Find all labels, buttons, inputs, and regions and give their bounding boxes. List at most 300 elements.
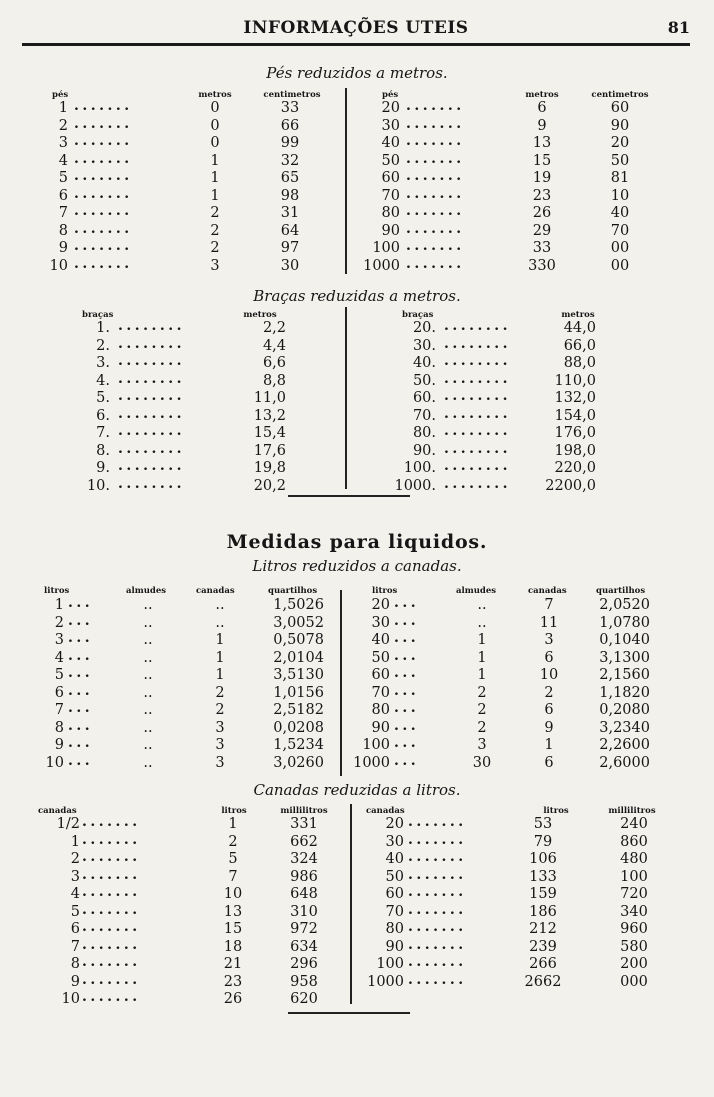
bracas-left-cell: 15,4 — [253, 425, 286, 441]
canadas-table — [0, 804, 714, 1016]
canadas-right-cell: 186 — [529, 903, 557, 920]
pes-left-cell: 0 — [210, 135, 220, 151]
leader-dots: ....... — [406, 98, 465, 114]
section-rule — [288, 1012, 410, 1014]
pes-left-cell: 2 — [210, 240, 220, 256]
litros-right-cell: 2 — [477, 702, 487, 718]
pes-right-cell: 29 — [532, 222, 552, 239]
litros-left-cell: .. — [143, 649, 153, 666]
pes-left-cell: 99 — [280, 135, 300, 151]
pes-header-3: pés — [382, 90, 399, 100]
litros-left-cell: .. — [143, 614, 153, 631]
pes-left-cell: 1 — [210, 187, 220, 204]
litros-right-cell: 10 — [539, 667, 559, 683]
bracas-right-cell: 198,0 — [554, 442, 596, 459]
litros-left-cell: .. — [215, 614, 225, 631]
litros-right-cell: 1 — [544, 737, 554, 753]
bracas-left-cell: 3. — [96, 355, 110, 371]
litros-left-cell: .. — [143, 684, 153, 701]
bracas-right-cell: 154,0 — [554, 407, 596, 424]
litros-left-cell: 1,0156 — [273, 684, 324, 701]
litros-left-cell: 3 — [54, 632, 64, 648]
litros-header-2: canadas — [196, 586, 235, 596]
pes-left-cell: 64 — [280, 222, 300, 239]
page-number: 81 — [667, 18, 690, 37]
leader-dots: ... — [68, 665, 94, 681]
leader-dots: ... — [68, 595, 94, 611]
bracas-left-cell: 7. — [96, 425, 110, 441]
pes-left-cell: 66 — [280, 117, 300, 134]
leader-dots: ........ — [444, 458, 511, 474]
pes-left-cell: 0 — [210, 100, 220, 116]
pes-right-cell: 40 — [381, 135, 400, 151]
pes-right-cell: 60 — [610, 100, 630, 116]
canadas-right-cell: 20 — [385, 816, 404, 832]
bracas-right-cell: 70. — [412, 407, 436, 424]
canadas-left-cell: 15 — [223, 921, 243, 937]
litros-header-1: almudes — [126, 586, 167, 596]
pes-right-cell: 23 — [532, 187, 552, 204]
leader-dots: ... — [394, 682, 420, 699]
pes-right-cell: 70 — [610, 222, 630, 239]
canadas-right-cell: 720 — [620, 886, 648, 902]
pes-left-cell: 1 — [210, 170, 220, 186]
leader-dots: ....... — [74, 255, 133, 272]
pes-left-cell: 2 — [210, 222, 220, 239]
litros-left-cell: 2 — [215, 684, 225, 701]
litros-right-cell: 6 — [544, 649, 554, 666]
litros-left-cell: 3,5130 — [273, 667, 324, 683]
litros-header-4: litros — [372, 586, 398, 596]
canadas-right-cell: 960 — [620, 921, 648, 937]
leader-dots: ........ — [444, 440, 511, 457]
litros-right-cell: 2,1560 — [599, 667, 650, 683]
leader-dots: ....... — [406, 150, 465, 167]
litros-left-cell: 3 — [215, 737, 225, 753]
leader-dots: ....... — [408, 954, 467, 970]
leader-dots: ... — [68, 647, 94, 664]
pes-right-cell: 6 — [537, 100, 547, 116]
canadas-right-cell: 70 — [385, 903, 404, 920]
pes-right-cell: 80 — [381, 205, 400, 221]
pes-left-cell: 2 — [58, 117, 68, 134]
leader-dots: ....... — [74, 168, 133, 184]
canadas-right-cell: 240 — [620, 816, 648, 832]
bracas-left-cell: 4. — [96, 372, 110, 389]
leader-dots: ... — [68, 717, 94, 734]
bracas-header-0: braças — [82, 310, 114, 320]
litros-left-cell: 1,5234 — [273, 737, 324, 753]
litros-left-cell: .. — [215, 597, 225, 613]
litros-right-cell: 6 — [544, 754, 554, 771]
leader-dots: ....... — [408, 936, 467, 953]
canadas-right-cell: 30 — [385, 833, 404, 850]
bracas-left-cell: 4,4 — [262, 337, 286, 354]
leader-dots: ... — [68, 630, 94, 646]
litros-left-cell: .. — [143, 702, 153, 718]
canadas-left-cell: 9 — [70, 973, 80, 990]
pes-header-1: metros — [198, 90, 232, 100]
canadas-header-0: canadas — [38, 806, 77, 816]
litros-left-cell: 3,0052 — [273, 614, 324, 631]
leader-dots: ........ — [118, 370, 185, 387]
leader-dots: ....... — [74, 150, 133, 167]
leader-dots: ... — [394, 595, 420, 611]
leader-dots: ....... — [82, 866, 141, 883]
canadas-right-cell: 340 — [620, 903, 648, 920]
leader-dots: ....... — [406, 185, 465, 202]
leader-dots: ........ — [118, 440, 185, 457]
leader-dots: ........ — [444, 423, 511, 439]
litros-left-cell: 3,0260 — [273, 754, 324, 771]
litros-left-cell: .. — [143, 632, 153, 648]
pes-right-cell: 19 — [532, 170, 552, 186]
canadas-right-cell: 480 — [620, 851, 648, 867]
leader-dots: ........ — [444, 475, 511, 492]
pes-left-cell: 1 — [58, 100, 68, 116]
litros-right-cell: 30 — [472, 754, 492, 771]
litros-right-cell: 3 — [477, 737, 487, 753]
canadas-left-cell: 7 — [228, 868, 238, 885]
litros-left-cell: 4 — [54, 649, 64, 666]
leader-dots: ....... — [74, 203, 133, 219]
litros-right-cell: 1 — [477, 667, 487, 683]
pes-left-cell: 5 — [58, 170, 68, 186]
litros-right-cell: 1000 — [353, 754, 390, 771]
leader-dots: ... — [394, 717, 420, 734]
leader-dots: ... — [68, 735, 94, 751]
leader-dots: ....... — [406, 133, 465, 149]
litros-right-cell: 3,2340 — [599, 719, 650, 736]
pes-right-cell: 90 — [381, 222, 400, 239]
leader-dots: ....... — [406, 203, 465, 219]
leader-dots: ........ — [444, 318, 511, 334]
canadas-left-cell: 10 — [223, 886, 243, 902]
litros-header-6: canadas — [528, 586, 567, 596]
canadas-left-cell: 4 — [70, 886, 80, 902]
canadas-left-cell: 2 — [70, 851, 80, 867]
bracas-left-cell: 11,0 — [253, 390, 286, 406]
canadas-left-cell: 331 — [290, 816, 318, 832]
pes-right-cell: 33 — [532, 240, 552, 256]
canadas-left-cell: 324 — [290, 851, 318, 867]
bracas-left-cell: 13,2 — [253, 407, 286, 424]
leader-dots: ... — [394, 665, 420, 681]
leader-dots: ........ — [444, 335, 511, 352]
pes-left-cell: 31 — [280, 205, 300, 221]
leader-dots: ....... — [82, 989, 141, 1005]
column-divider — [350, 804, 352, 1004]
bracas-right-cell: 100. — [403, 460, 436, 476]
leader-dots: ........ — [444, 353, 511, 369]
litros-right-cell: 40 — [371, 632, 390, 648]
canadas-left-cell: 958 — [290, 973, 318, 990]
leader-dots: ... — [394, 630, 420, 646]
pes-header-4: metros — [525, 90, 559, 100]
pes-right-cell: 30 — [381, 117, 400, 134]
leader-dots: ....... — [82, 901, 141, 918]
pes-left-cell: 65 — [280, 170, 300, 186]
leader-dots: ... — [68, 612, 94, 629]
leader-dots: ....... — [408, 884, 467, 900]
bracas-right-cell: 88,0 — [563, 355, 596, 371]
leader-dots: ....... — [408, 919, 467, 935]
leader-dots: ....... — [82, 849, 141, 865]
canadas-left-cell: 620 — [290, 991, 318, 1007]
leader-dots: ....... — [408, 971, 467, 988]
litros-right-cell: 3,1300 — [599, 649, 650, 666]
canadas-left-cell: 7 — [70, 938, 80, 955]
litros-header-7: quartilhos — [596, 586, 646, 596]
litros-right-cell: 20 — [371, 597, 390, 613]
canadas-right-cell: 40 — [385, 851, 404, 867]
pes-left-cell: 3 — [58, 135, 68, 151]
pes-right-cell: 90 — [610, 117, 630, 134]
litros-right-cell: 1 — [477, 649, 487, 666]
pes-left-cell: 9 — [58, 240, 68, 256]
bracas-table — [0, 307, 714, 499]
canadas-left-cell: 648 — [290, 886, 318, 902]
canadas-left-cell: 986 — [290, 868, 318, 885]
canadas-left-cell: 2 — [228, 833, 238, 850]
section-rule — [288, 495, 410, 497]
leader-dots: ........ — [444, 405, 511, 422]
litros-left-cell: 2 — [54, 614, 64, 631]
litros-right-cell: 2,0520 — [599, 597, 650, 613]
leader-dots: ....... — [82, 954, 141, 970]
bracas-left-cell: 8. — [96, 442, 110, 459]
bracas-left-cell: 20,2 — [253, 477, 286, 494]
pes-left-cell: 3 — [210, 257, 220, 274]
canadas-right-cell: 1000 — [367, 973, 404, 990]
pes-left-cell: 4 — [58, 152, 68, 169]
bracas-right-cell: 220,0 — [554, 460, 596, 476]
column-divider — [345, 88, 347, 274]
litros-left-cell: 1 — [215, 632, 225, 648]
litros-left-cell: 1 — [54, 597, 64, 613]
header-rule — [22, 43, 690, 46]
canadas-right-cell: 90 — [385, 938, 404, 955]
litros-left-cell: .. — [143, 754, 153, 771]
litros-right-cell: 2 — [477, 684, 487, 701]
bracas-right-cell: 2200,0 — [545, 477, 596, 494]
canadas-right-cell: 212 — [529, 921, 557, 937]
litros-right-cell: 50 — [371, 649, 390, 666]
bracas-left-cell: 6,6 — [262, 355, 286, 371]
litros-left-cell: 2,5182 — [273, 702, 324, 718]
canadas-right-cell: 100 — [376, 956, 404, 972]
pes-right-cell: 81 — [610, 170, 630, 186]
pes-left-cell: 8 — [58, 222, 68, 239]
canadas-right-cell: 000 — [620, 973, 648, 990]
canadas-right-cell: 159 — [529, 886, 557, 902]
leader-dots: ....... — [82, 971, 141, 988]
leader-dots: ... — [394, 612, 420, 629]
pes-right-cell: 50 — [381, 152, 400, 169]
pes-right-cell: 00 — [610, 257, 630, 274]
pes-right-cell: 330 — [528, 257, 556, 274]
canadas-left-cell: 10 — [61, 991, 80, 1007]
leader-dots: ........ — [118, 353, 185, 369]
litros-left-cell: 8 — [54, 719, 64, 736]
canadas-header-2: millilitros — [280, 806, 328, 816]
bracas-left-cell: 10. — [86, 477, 110, 494]
leader-dots: ....... — [74, 238, 133, 254]
leader-dots: ....... — [74, 98, 133, 114]
leader-dots: ........ — [118, 388, 185, 404]
bracas-header-3: metros — [561, 310, 595, 320]
litros-left-cell: 1 — [215, 649, 225, 666]
pes-right-cell: 15 — [532, 152, 552, 169]
litros-left-cell: .. — [143, 719, 153, 736]
pes-right-cell: 70 — [381, 187, 400, 204]
litros-left-cell: 1,5026 — [273, 597, 324, 613]
leader-dots: ....... — [406, 255, 465, 272]
litros-right-cell: 0,2080 — [599, 702, 650, 718]
litros-left-cell: 3 — [215, 754, 225, 771]
pes-right-cell: 1000 — [363, 257, 400, 274]
leader-dots: ....... — [82, 884, 141, 900]
bracas-right-cell: 50. — [412, 372, 436, 389]
litros-right-cell: 0,1040 — [599, 632, 650, 648]
pes-left-cell: 97 — [280, 240, 300, 256]
pes-right-cell: 50 — [610, 152, 630, 169]
leader-dots: ....... — [406, 168, 465, 184]
leader-dots: ... — [68, 682, 94, 699]
pes-left-cell: 98 — [280, 187, 300, 204]
bracas-right-cell: 30. — [412, 337, 436, 354]
leader-dots: ........ — [118, 458, 185, 474]
canadas-right-cell: 79 — [533, 833, 553, 850]
canadas-right-cell: 2662 — [524, 973, 562, 990]
litros-caption: Litros reduzidos a canadas. — [252, 557, 462, 575]
pes-left-cell: 1 — [210, 152, 220, 169]
bracas-left-cell: 9. — [96, 460, 110, 476]
canadas-left-cell: 662 — [290, 833, 318, 850]
bracas-caption: Braças reduzidas a metros. — [253, 287, 461, 305]
litros-right-cell: 90 — [371, 719, 390, 736]
page-header — [22, 12, 690, 46]
leader-dots: ....... — [82, 814, 141, 830]
litros-left-cell: 10 — [45, 754, 64, 771]
leader-dots: ....... — [408, 814, 467, 830]
bracas-right-cell: 90. — [412, 442, 436, 459]
leader-dots: ....... — [406, 220, 465, 237]
bracas-left-cell: 5. — [96, 390, 110, 406]
canadas-right-cell: 200 — [620, 956, 648, 972]
canadas-left-cell: 26 — [223, 991, 243, 1007]
bracas-right-cell: 110,0 — [554, 372, 596, 389]
leader-dots: ....... — [408, 901, 467, 918]
canadas-header-1: litros — [221, 806, 247, 816]
litros-right-cell: 6 — [544, 702, 554, 718]
litros-left-cell: 7 — [54, 702, 64, 718]
bracas-left-cell: 17,6 — [253, 442, 286, 459]
litros-table — [0, 584, 714, 776]
canadas-header-4: litros — [543, 806, 569, 816]
litros-left-cell: 3 — [215, 719, 225, 736]
bracas-right-cell: 132,0 — [554, 390, 596, 406]
pes-left-cell: 2 — [210, 205, 220, 221]
bracas-left-cell: 2. — [96, 337, 110, 354]
bracas-header-1: metros — [243, 310, 277, 320]
litros-header-0: litros — [44, 586, 70, 596]
pes-right-cell: 20 — [610, 135, 630, 151]
liquidos-title: Medidas para liquidos. — [226, 531, 488, 553]
canadas-right-cell: 580 — [620, 938, 648, 955]
leader-dots: ....... — [82, 936, 141, 953]
leader-dots: ........ — [444, 370, 511, 387]
litros-right-cell: 70 — [371, 684, 390, 701]
litros-left-cell: 2,0104 — [273, 649, 324, 666]
canadas-header-5: millilitros — [608, 806, 656, 816]
leader-dots: ....... — [408, 866, 467, 883]
leader-dots: ....... — [408, 849, 467, 865]
litros-right-cell: 100 — [362, 737, 390, 753]
litros-right-cell: 1 — [477, 632, 487, 648]
canadas-right-cell: 106 — [529, 851, 557, 867]
bracas-right-cell: 44,0 — [563, 320, 596, 336]
canadas-right-cell: 80 — [385, 921, 404, 937]
litros-right-cell: 2,6000 — [599, 754, 650, 771]
leader-dots: ........ — [118, 423, 185, 439]
leader-dots: ... — [68, 752, 94, 769]
pes-header-5: centimetros — [591, 90, 649, 100]
canadas-left-cell: 310 — [290, 903, 318, 920]
litros-right-cell: .. — [477, 597, 487, 613]
bracas-right-cell: 176,0 — [554, 425, 596, 441]
bracas-header-2: braças — [402, 310, 434, 320]
bracas-right-cell: 20. — [412, 320, 436, 336]
canadas-right-cell: 53 — [533, 816, 553, 832]
leader-dots: ........ — [444, 388, 511, 404]
running-title: INFORMAÇÕES UTEIS — [243, 18, 469, 38]
litros-right-cell: 3 — [544, 632, 554, 648]
pes-right-cell: 9 — [537, 117, 547, 134]
litros-right-cell: 2 — [544, 684, 554, 701]
pes-right-cell: 00 — [610, 240, 630, 256]
leader-dots: ....... — [74, 185, 133, 202]
leader-dots: ....... — [406, 115, 465, 132]
canadas-right-cell: 60 — [385, 886, 404, 902]
leader-dots: ........ — [118, 405, 185, 422]
canadas-right-cell: 860 — [620, 833, 648, 850]
bracas-right-cell: 66,0 — [563, 337, 596, 354]
canadas-left-cell: 1 — [228, 816, 238, 832]
canadas-left-cell: 13 — [223, 903, 243, 920]
leader-dots: ....... — [82, 919, 141, 935]
litros-header-5: almudes — [456, 586, 497, 596]
litros-left-cell: 5 — [54, 667, 64, 683]
canadas-right-cell: 50 — [385, 868, 404, 885]
canadas-left-cell: 8 — [70, 956, 80, 972]
canadas-left-cell: 634 — [290, 938, 318, 955]
canadas-left-cell: 5 — [228, 851, 238, 867]
canadas-header-3: canadas — [366, 806, 405, 816]
leader-dots: ....... — [408, 831, 467, 848]
canadas-left-cell: 5 — [70, 903, 80, 920]
pes-header-2: centimetros — [263, 90, 321, 100]
canadas-left-cell: 296 — [290, 956, 318, 972]
pes-right-cell: 10 — [610, 187, 630, 204]
canadas-left-cell: 3 — [70, 868, 80, 885]
pes-header-0: pés — [52, 90, 69, 100]
litros-header-3: quartilhos — [268, 586, 318, 596]
canadas-left-cell: 18 — [223, 938, 243, 955]
litros-left-cell: 1 — [215, 667, 225, 683]
column-divider — [345, 307, 347, 489]
litros-left-cell: 9 — [54, 737, 64, 753]
